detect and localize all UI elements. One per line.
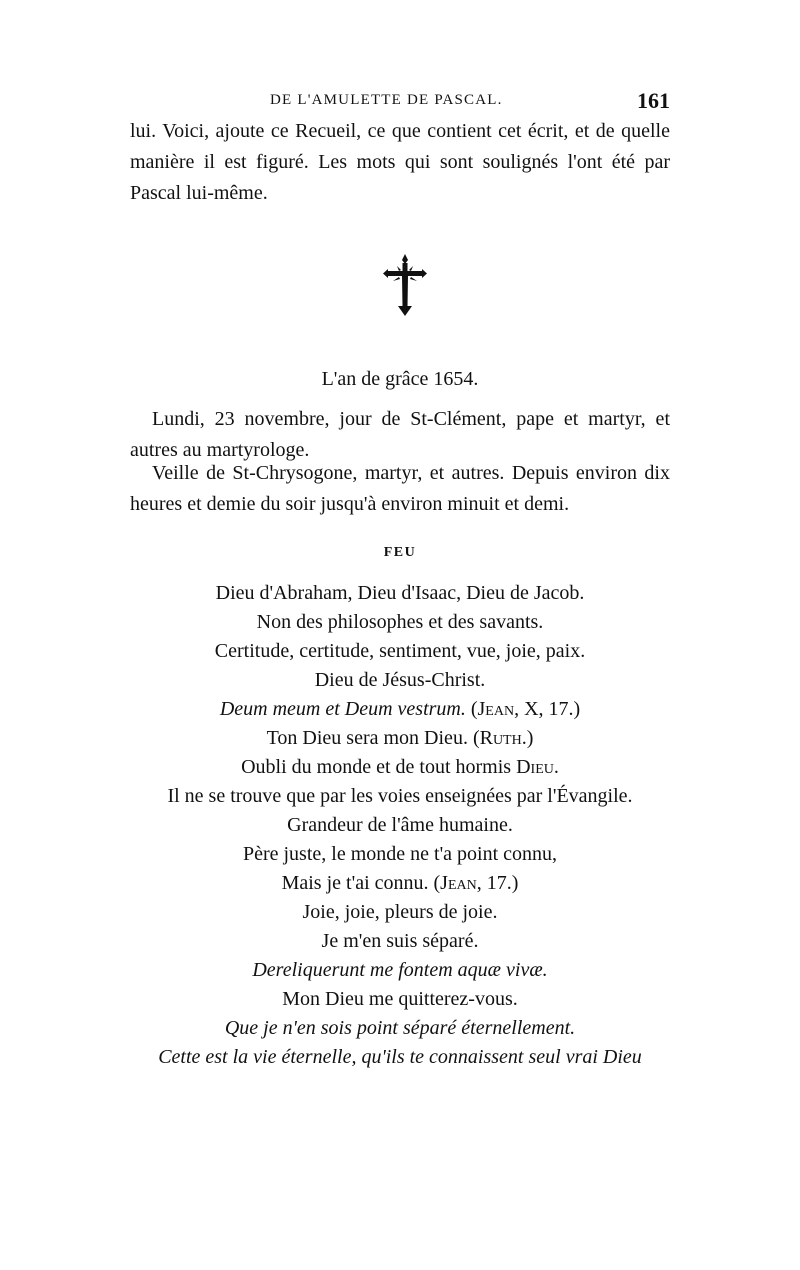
bible-reference: (Ruth.) [472,727,534,749]
poem-line-11-text: Mais je t'ai connu. [281,872,429,894]
poem-line-16: Que je n'en sois point séparé éternellement. [224,1017,576,1039]
poem-line-11 [100,869,700,898]
poem-line-7 [100,753,700,782]
poem-line-8: Il ne se trouve que par les voies enseignées par l'Évangile. [167,785,633,807]
poem-line-6-text: Ton Dieu sera mon Dieu. [266,727,468,749]
poem-line-12: Joie, joie, pleurs de joie. [302,901,498,923]
paragraph-lundi-text: Lundi, 23 novembre, jour de St-Clément, pape et martyr, et autres au martyrologe. [130,408,670,461]
poem-line-15: Mon Dieu me quitterez-vous. [282,988,518,1010]
paragraph-veille [130,458,670,520]
memorial-poem [100,579,700,1072]
poem-line-14: Dereliquerunt me fontem aquæ vivæ. [252,959,548,981]
poem-line-6 [100,724,700,753]
poem-line-2: Non des philosophes et des savants. [256,611,544,633]
bible-reference: (Jean, X, 17.) [470,698,581,720]
running-head [130,88,670,116]
intro-paragraph: lui. Voici, ajoute ce Recueil, ce que contient cet écrit, et de quelle manière il est figuré. Les mots qui sont soulignés l'ont été par Pascal lui-même. [130,120,670,204]
ornamental-cross-icon [383,254,427,318]
feu-heading: FEU [383,545,417,560]
page-number: 161 [637,88,670,113]
paragraph-veille-text: Veille de St-Chrysogone, martyr, et autres. Depuis environ dix heures et demie du soir jusqu'à environ minuit et demi. [130,462,670,515]
poem-line-7-text: Oubli du monde et de tout hormis [241,756,512,778]
poem-line-9: Grandeur de l'âme humaine. [287,814,513,836]
bible-reference: (Jean, 17.) [433,872,519,894]
date-line: L'an de grâce 1654. [321,368,479,390]
latin-quote: Deum meum et Deum vestrum. [219,698,466,720]
poem-line-17: Cette est la vie éternelle, qu'ils te connaissent seul vrai Dieu [158,1046,642,1068]
poem-line-1: Dieu d'Abraham, Dieu d'Isaac, Dieu de Jacob. [215,582,585,604]
dieu-word: Dieu. [516,756,559,778]
running-title: DE L'AMULETTE DE PASCAL. [270,92,503,108]
poem-line-3: Certitude, certitude, sentiment, vue, joie, paix. [214,640,586,662]
poem-line-4: Dieu de Jésus-Christ. [314,669,486,691]
poem-line-13: Je m'en suis séparé. [321,930,479,952]
paragraph-lundi [130,404,670,466]
poem-line-10: Père juste, le monde ne t'a point connu, [242,843,558,865]
poem-line-5 [100,695,700,724]
